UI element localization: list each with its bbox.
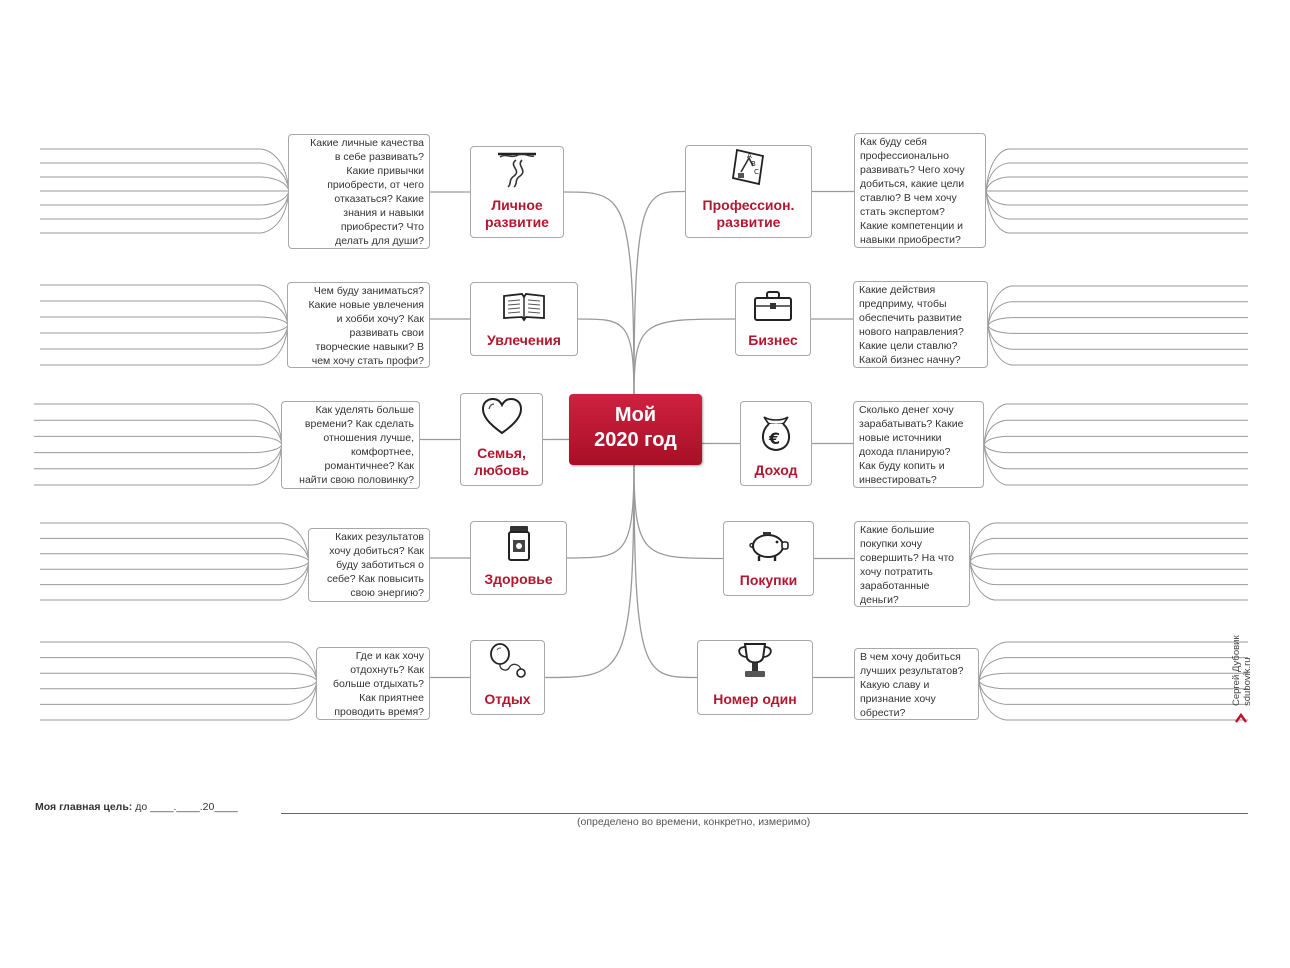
topic-label: Увлечения <box>487 332 561 348</box>
question-line: В чем хочу добиться <box>860 651 961 663</box>
writing-line[interactable] <box>988 302 1248 326</box>
writing-line[interactable] <box>40 681 317 704</box>
writing-line[interactable] <box>40 177 289 191</box>
question-box-career <box>854 133 986 248</box>
topic-label: Доход <box>754 462 798 478</box>
writing-line[interactable] <box>40 681 317 720</box>
question-line: Какой бизнес начну? <box>859 354 961 366</box>
writing-line[interactable] <box>34 436 282 444</box>
writing-line[interactable] <box>40 301 288 325</box>
question-line: времени? Как сделать <box>304 418 414 430</box>
topic-income[interactable] <box>740 401 812 486</box>
topic-number-one[interactable] <box>697 640 813 715</box>
question-line: развивать свои <box>349 327 424 339</box>
question-line: дохода планирую? <box>859 446 951 458</box>
connector-center-number-one <box>634 463 697 678</box>
writing-line[interactable] <box>988 318 1248 326</box>
question-line: ставлю? В чем хочу <box>860 192 957 204</box>
writing-line[interactable] <box>988 326 1248 366</box>
topic-hobbies[interactable] <box>470 282 578 356</box>
piggy-bank-icon <box>746 529 792 568</box>
question-line: лучших результатов? <box>860 665 964 677</box>
author-credit <box>1231 635 1253 706</box>
author-name: Сергей Дубовик <box>1231 635 1242 706</box>
question-line: Каких результатов <box>335 531 424 543</box>
question-line: добиться, какие цели <box>860 178 965 190</box>
question-line: нового направления? <box>859 326 964 338</box>
question-line: признание хочу <box>860 693 936 705</box>
writing-line[interactable] <box>40 538 309 561</box>
topic-rest[interactable] <box>470 640 545 715</box>
question-line: делать для души? <box>335 235 424 247</box>
trophy-icon <box>733 640 777 687</box>
topic-label: Семья, <box>477 445 526 461</box>
writing-line[interactable] <box>984 420 1248 444</box>
question-box-purchases <box>854 521 970 607</box>
question-line: Как приятнее <box>359 692 424 704</box>
writing-line[interactable] <box>984 445 1248 486</box>
writing-line[interactable] <box>40 673 317 681</box>
writing-line[interactable] <box>979 681 1248 704</box>
writing-line[interactable] <box>34 445 282 469</box>
author-site: sdubovik.ru <box>1242 657 1253 706</box>
central-topic-line-1: Мой <box>614 404 657 426</box>
question-line: отношения лучше, <box>323 432 414 444</box>
question-line: Какие привычки <box>346 165 424 177</box>
question-line: Какие новые увлечения <box>308 299 424 311</box>
writing-line[interactable] <box>986 149 1248 191</box>
question-line: Какие компетенции и <box>860 220 963 232</box>
writing-line[interactable] <box>40 681 317 689</box>
question-line: приобрести? Что <box>340 221 424 233</box>
writing-line[interactable] <box>979 681 1248 720</box>
question-line: хочу добиться? Как <box>329 545 424 557</box>
writing-line[interactable] <box>34 420 282 444</box>
question-line: Какие большие <box>860 524 935 536</box>
topic-health[interactable] <box>470 521 567 595</box>
writing-line[interactable] <box>40 562 309 585</box>
svg-text:A: A <box>746 152 752 160</box>
question-box-income <box>853 401 984 488</box>
question-line: творческие навыки? В <box>315 341 424 353</box>
question-line: и хобби хочу? Как <box>336 313 424 325</box>
topic-label: развитие <box>716 214 781 230</box>
writing-line[interactable] <box>970 523 1248 562</box>
topic-label: Покупки <box>739 572 798 588</box>
question-line: найти свою половинку? <box>299 474 414 486</box>
open-book-icon <box>501 291 547 328</box>
question-line: Как уделять больше <box>315 404 414 416</box>
question-box-health <box>308 528 430 602</box>
question-line: покупки хочу <box>860 538 923 550</box>
writing-line[interactable] <box>986 191 1248 205</box>
writing-line[interactable] <box>40 325 288 333</box>
question-line: в себе развивать? <box>334 151 424 163</box>
central-topic-line-2: 2020 год <box>594 429 677 451</box>
connector-center-purchases <box>634 463 723 559</box>
question-line: новые источники <box>859 432 942 444</box>
topic-label: Здоровье <box>484 571 553 587</box>
writing-line[interactable] <box>40 191 289 233</box>
briefcase-icon <box>752 289 794 328</box>
writing-line[interactable] <box>986 191 1248 233</box>
question-line: комфортнее, <box>350 446 414 458</box>
writing-line[interactable] <box>986 177 1248 191</box>
writing-line[interactable] <box>40 642 317 681</box>
question-line: навыки приобрести? <box>860 234 961 246</box>
question-line: свою энергию? <box>350 587 424 599</box>
author-chevron-icon <box>1234 712 1248 724</box>
question-line: совершить? На что <box>860 552 955 564</box>
question-line: стать экспертом? <box>860 206 945 218</box>
question-line: знания и навыки <box>343 207 424 219</box>
topic-label: развитие <box>485 214 549 230</box>
question-box-number-one <box>854 648 979 720</box>
question-line: буду заботиться о <box>336 559 424 571</box>
question-line: Как буду копить и <box>859 460 945 472</box>
writing-line[interactable] <box>40 285 288 325</box>
svg-text:B: B <box>750 160 756 168</box>
question-line: инвестировать? <box>859 474 937 486</box>
connector-center-career <box>634 192 685 397</box>
main-goal-date: до ____.____.20____ <box>135 801 238 813</box>
main-goal-hint: (определено во времени, конкретно, измеримо) <box>577 816 811 828</box>
question-line: Какую славу и <box>860 679 930 691</box>
question-line: заработанные <box>860 580 930 592</box>
writing-line[interactable] <box>40 562 309 570</box>
central-topic[interactable] <box>569 394 702 465</box>
topic-purchases[interactable] <box>723 521 814 596</box>
writing-line[interactable] <box>979 681 1248 689</box>
question-line: Чем буду заниматься? <box>313 285 424 297</box>
question-line: отдохнуть? Как <box>350 664 424 676</box>
writing-line[interactable] <box>34 445 282 453</box>
writing-line[interactable] <box>970 538 1248 561</box>
svg-text:C: C <box>753 168 759 176</box>
writing-line[interactable] <box>970 562 1248 601</box>
question-box-family <box>281 401 420 489</box>
question-line: зарабатывать? Какие <box>859 418 964 430</box>
writing-line[interactable] <box>979 658 1248 681</box>
topic-label: Бизнес <box>748 332 798 348</box>
question-line: хочу потратить <box>860 566 933 578</box>
connector-center-health <box>567 463 634 558</box>
question-line: романтичнее? Как <box>324 460 414 472</box>
writing-line[interactable] <box>40 149 289 191</box>
balloon-icon <box>487 642 529 687</box>
topic-career[interactable] <box>685 145 812 238</box>
writing-line[interactable] <box>984 445 1248 469</box>
question-box-business <box>853 281 988 368</box>
writing-line[interactable] <box>40 325 288 349</box>
writing-line[interactable] <box>34 445 282 486</box>
question-line: деньги? <box>860 594 899 606</box>
topic-label: любовь <box>473 462 530 478</box>
question-line: себе? Как повысить <box>327 573 424 585</box>
question-line: развивать? Чего хочу <box>860 164 965 176</box>
main-goal-write-line[interactable] <box>281 813 1248 814</box>
writing-line[interactable] <box>40 523 309 562</box>
question-line: больше отдыхать? <box>332 678 424 690</box>
writing-line[interactable] <box>970 554 1248 562</box>
question-line: чем хочу стать профи? <box>311 355 424 367</box>
topic-label: Личное <box>491 197 543 213</box>
connector-center-hobbies <box>578 319 634 396</box>
writing-line[interactable] <box>40 191 289 205</box>
abc-board-icon <box>729 146 769 193</box>
main-goal <box>35 801 238 813</box>
question-line: Какие действия <box>859 284 936 296</box>
topic-family[interactable] <box>460 393 543 486</box>
question-line: Сколько денег хочу <box>859 404 954 416</box>
writing-line[interactable] <box>984 436 1248 444</box>
question-line: проводить время? <box>334 706 424 718</box>
question-line: Как буду себя <box>860 136 927 148</box>
question-line: предприму, чтобы <box>859 298 947 310</box>
question-box-rest <box>316 647 430 720</box>
writing-line[interactable] <box>970 562 1248 585</box>
writing-line[interactable] <box>970 562 1248 570</box>
question-box-hobbies <box>287 282 430 368</box>
writing-line[interactable] <box>988 326 1248 334</box>
writing-line[interactable] <box>979 642 1248 681</box>
question-line: отказаться? Какие <box>334 193 424 205</box>
question-line: обеспечить развитие <box>859 312 962 324</box>
writing-line[interactable] <box>40 317 288 325</box>
topic-label: Номер один <box>713 691 797 707</box>
writing-line[interactable] <box>40 554 309 562</box>
main-goal-label: Моя главная цель: <box>35 801 133 813</box>
writing-line[interactable] <box>34 404 282 445</box>
writing-line[interactable] <box>988 326 1248 350</box>
question-line: обрести? <box>860 707 906 719</box>
topic-label: Профессион. <box>702 197 795 213</box>
writing-line[interactable] <box>988 286 1248 326</box>
writing-line[interactable] <box>979 673 1248 681</box>
question-box-personal <box>288 134 430 249</box>
topic-business[interactable] <box>735 282 811 356</box>
topic-personal[interactable] <box>470 146 564 238</box>
question-line: профессионально <box>860 150 949 162</box>
question-line: приобрести, от чего <box>327 179 424 191</box>
question-line: Какие личные качества <box>310 137 424 149</box>
topic-label: Отдых <box>484 691 531 707</box>
heart-icon <box>480 396 524 441</box>
pill-jar-icon <box>504 524 534 567</box>
connector-center-business <box>634 319 735 396</box>
writing-line[interactable] <box>984 445 1248 453</box>
writing-line[interactable] <box>40 325 288 365</box>
writing-line[interactable] <box>984 404 1248 445</box>
question-line: Где и как хочу <box>355 650 424 662</box>
river-icon <box>494 148 540 193</box>
question-line: Какие цели ставлю? <box>859 340 958 352</box>
svg-text:€: € <box>769 429 781 448</box>
writing-line[interactable] <box>40 658 317 681</box>
money-bag-icon <box>756 411 796 458</box>
writing-line[interactable] <box>40 562 309 601</box>
